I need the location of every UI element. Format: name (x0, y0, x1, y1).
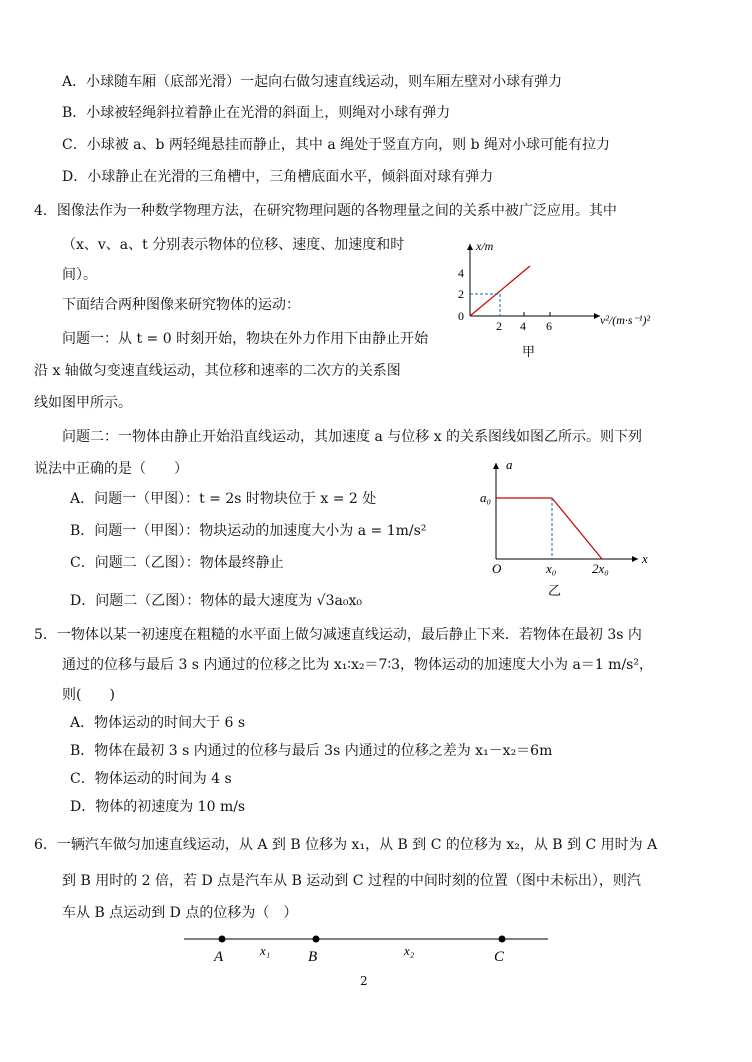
page-number: 2 (360, 974, 368, 988)
q4-problem2-line2: 说法中正确的是（ ） (34, 461, 188, 477)
fig-yi-a0: a₀ (480, 490, 492, 505)
label-x1: x₁ (260, 943, 271, 958)
label-x2: x₂ (404, 943, 415, 958)
fig-jia-origin: 0 (458, 309, 464, 323)
figure-yi (470, 455, 670, 605)
q4-problem2-line1: 问题二：一物体由静止开始沿直线运动，其加速度 a 与位移 x 的关系图线如图乙所示。则下列 (62, 429, 643, 445)
q5-stem-line2: 通过的位移与最后 3 s 内通过的位移之比为 x₁∶x₂＝7∶3，物体运动的加速度大小为 a＝1 m/s²， (62, 657, 653, 673)
fig-yi-origin: O (492, 561, 502, 576)
point-b (313, 936, 320, 943)
fig-jia-caption: 甲 (522, 344, 536, 359)
q5-stem-line1: 5．一物体以某一初速度在粗糙的水平面上做匀减速直线运动，最后静止下来．若物体在最初 3s 内 (34, 627, 642, 643)
point-c (499, 936, 506, 943)
q5-option-c: C．物体运动的时间为 4 s (70, 771, 232, 787)
fig-jia-ytick-4: 4 (458, 266, 464, 280)
fig-yi-ylabel: a (506, 457, 513, 472)
line-figure-abc (180, 928, 560, 968)
q4-problem1-line1: 问题一：从 t = 0 时刻开始，物块在外力作用下由静止开始 (62, 331, 429, 347)
q3-option-b: B．小球被轻绳斜拉着静止在光滑的斜面上，则绳对小球有弹力 (62, 105, 451, 121)
q5-option-d: D．物体的初速度为 10 m/s (70, 799, 246, 815)
label-a: A (214, 949, 224, 965)
q4-stem-line2: （x、v、a、t 分别表示物体的位移、速度、加速度和时 (62, 237, 405, 253)
q3-option-a: A．小球随车厢（底部光滑）一起向右做匀速直线运动，则车厢左壁对小球有弹力 (62, 74, 563, 90)
fig-jia-xtick-4: 4 (520, 319, 526, 333)
fig-jia-xtick-6: 6 (546, 319, 552, 333)
q4-option-a: A．问题一（甲图）：t = 2s 时物块位于 x = 2 处 (70, 491, 377, 507)
fig-yi-caption: 乙 (548, 583, 562, 598)
q6-stem-line3: 车从 B 点运动到 D 点的位移为（ ） (62, 905, 298, 921)
figure-jia (440, 232, 730, 362)
q6-stem-line1: 6．一辆汽车做匀加速直线运动，从 A 到 B 位移为 x₁，从 B 到 C 的位移为 x₂，从 B 到 C 用时为 A (34, 837, 658, 853)
q4-option-b: B．问题一（甲图）：物块运动的加速度大小为 a = 1m/s² (70, 523, 427, 539)
fig-jia-xlabel: v²/(m·s⁻¹)² (600, 313, 651, 327)
q4-stem-line1: 4．图像法作为一种数学物理方法，在研究物理问题的各物理量之间的关系中被广泛应用。其中 (34, 203, 617, 219)
q3-option-c: C．小球被 a、b 两轻绳悬挂而静止，其中 a 绳处于竖直方向，则 b 绳对小球可能有拉力 (62, 137, 611, 153)
label-b: B (308, 949, 318, 965)
point-a (219, 936, 226, 943)
q4-option-d: D．问题二（乙图）：物体的最大速度为 √3a₀x₀ (70, 593, 362, 609)
fig-jia-xtick-2: 2 (496, 319, 502, 333)
q4-stem-line3: 间）。 (62, 267, 97, 283)
q3-option-d: D．小球静止在光滑的三角槽中，三角槽底面水平，倾斜面对球有弹力 (62, 169, 494, 185)
q5-stem-line3: 则( ) (62, 687, 115, 703)
label-c: C (494, 949, 505, 965)
q4-problem1-line2: 沿 x 轴做匀变速直线运动，其位移和速率的二次方的关系图 (34, 363, 401, 379)
q4-option-c: C．问题二（乙图）：物体最终静止 (70, 555, 284, 571)
fig-yi-x0: x₀ (546, 561, 557, 576)
q4-problem1-line3: 线如图甲所示。 (34, 395, 132, 411)
fig-yi-xlabel: x (642, 551, 648, 566)
q6-stem-line2: 到 B 用时的 2 倍，若 D 点是汽车从 B 运动到 C 过程的中间时刻的位置（图中未标出），则汽 (62, 873, 641, 889)
fig-jia-ytick-2: 2 (458, 287, 464, 301)
fig-jia-ylabel: x/m (476, 239, 494, 253)
q5-option-a: A．物体运动的时间大于 6 s (70, 715, 246, 731)
q5-option-b: B．物体在最初 3 s 内通过的位移与最后 3s 内通过的位移之差为 x₁－x₂＝6m (70, 743, 553, 759)
fig-yi-2x0: 2x₀ (592, 561, 609, 576)
q4-stem-line4: 下面结合两种图像来研究物体的运动： (62, 297, 300, 313)
